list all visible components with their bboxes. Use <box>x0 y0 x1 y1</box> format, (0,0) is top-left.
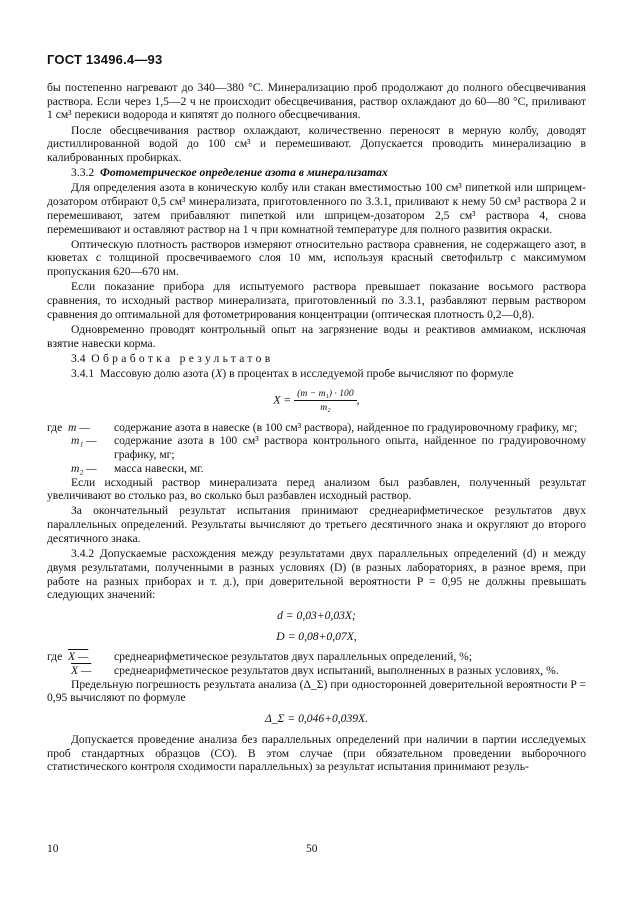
paragraph: Если исходный раствор минерализата перед анализом был разбавлен, полученный результат увеличивают во столько раз, во сколько был разбавлен исходный раствор. <box>47 475 586 503</box>
legend-symbol: X — <box>71 664 92 678</box>
formula-lhs: X = <box>273 393 292 407</box>
legend-symbol: где m — <box>47 420 90 434</box>
legend-symbol: m₂ — <box>71 461 97 475</box>
legend-text: масса навески, мг. <box>114 461 204 475</box>
legend-item <box>47 462 586 476</box>
clause-number: 3.4.1 <box>71 367 95 381</box>
paragraph: Если показание прибора для испытуемого раствора превышает показание восьмого раствора сравнения, то исходный раствор минерализата, приготовленный по 3.3.1, разбавляют первым раствором сравнения до оптимальной для фотометрирования концентрации (оптическая плотность 0,2—0,8). <box>47 280 586 321</box>
document-body <box>47 81 586 775</box>
section-number: 3.4 <box>71 351 86 365</box>
page-number-left: 10 <box>47 843 59 855</box>
paragraph: После обесцвечивания раствор охлаждают, количественно переносят в мерную колбу, доводят дистиллированной водой до 100 см³ и перемешивают. Допускается проводить минерализацию в калиброванных пробирках. <box>47 123 586 165</box>
formula-d: d = 0,03+0,03X; <box>277 608 356 622</box>
legend-item <box>47 421 586 435</box>
formula-mass-fraction <box>47 388 586 414</box>
paragraph-3-4-1 <box>47 367 586 381</box>
fraction-numerator: (m − m₁) · 100 <box>294 388 356 401</box>
formula-end: , <box>356 393 360 407</box>
legend-text: содержание азота в 100 см³ раствора контрольного опыта, найденное по градуировочному графику, мг; <box>114 434 586 462</box>
section-number: 3.3.2 <box>71 166 95 180</box>
paragraph: Оптическую плотность растворов измеряют относительно раствора сравнения, не содержащего азот, в кюветах с толщиной просвечиваемого слоя 10 мм, используя красный светофильтр с максимумом пропускания 620—670 нм. <box>47 237 586 279</box>
legend-item <box>47 650 586 664</box>
fraction-denominator: m₂ <box>320 401 331 413</box>
text-run: Массовую долю азота ( <box>99 367 216 381</box>
section-heading-3-3-2 <box>71 166 586 180</box>
section-title: Обработка результатов <box>91 351 274 365</box>
paragraph: За окончательный результат испытания принимают среднеарифметическое результатов двух параллельных определений. Результаты вычисляют до третьего десятичного знака и округляют до второго десятичного знака. <box>47 504 586 545</box>
legend-text: среднеарифметическое результатов двух испытаний, выполненных в разных условиях, %. <box>114 664 559 678</box>
legend-symbol: m₁ — <box>71 434 97 448</box>
paragraph: Допускается проведение анализа без параллельных определений при наличии в партии исследуемых проб стандартных образцов (СО). В этом случае (при обязательном проведении выборочного статистического контроля сходимости параллельных) за результат испытания принимают резуль- <box>47 732 586 774</box>
legend-text: содержание азота в навеске (в 100 см³ раствора), найденное по градуировочному графику, мг; <box>114 420 578 434</box>
formula-D: D = 0,08+0,07X, <box>276 629 357 643</box>
legend-text: среднеарифметическое результатов двух параллельных определений, %; <box>114 650 473 664</box>
variable: X <box>215 367 223 381</box>
legend-item <box>47 664 586 678</box>
paragraph: Для определения азота в коническую колбу или стакан вместимостью 100 см³ пипеткой или шприцем-дозатором отбирают 0,5 см³ минерализата, приготовленного по 3.3.1, приливают к нему 50 см³ раствора 2 и перемешивают, затем прибавляют пипеткой или шприцем-дозатором 2,5 см³ раствора 4, снова перемешивают и оставляют раствор на 1 ч при комнатной температуре для полного развития окраски. <box>47 181 586 236</box>
page-number-center: 50 <box>306 843 318 855</box>
legend-item <box>47 434 586 461</box>
section-title: Фотометрическое определение азота в минерализатах <box>99 166 388 180</box>
paragraph: Предельную погрешность результата анализа (Δ_Σ) при односторонней доверительной вероятности P = 0,95 вычисляют по формуле <box>47 677 586 705</box>
standard-header: ГОСТ 13496.4—93 <box>47 52 163 67</box>
formula-error-limit: Δ_Σ = 0,046+0,039X. <box>264 712 369 726</box>
section-heading-3-4 <box>71 352 586 366</box>
paragraph-3-4-2: 3.4.2 Допускаемые расхождения между результатами двух параллельных определений (d) и между двумя результатами, полученными в разных условиях (D) (в разных лабораториях, в разное время, при работе на разных приборах и т. д.), при доверительной вероятности P = 0,95 не должны превышать следующих значений: <box>47 547 586 602</box>
legend-symbol: где X — <box>47 650 89 664</box>
paragraph: Одновременно проводят контрольный опыт на загрязнение воды и реактивов аммиаком, исключая взятие навески корма. <box>47 322 586 350</box>
fraction <box>294 388 356 414</box>
text-run: ) в процентах в исследуемой пробе вычисляют по формуле <box>222 367 514 381</box>
paragraph: бы постепенно нагревают до 340—380 °С. Минерализацию проб продолжают до полного обесцвечивания раствора. Если через 1,5—2 ч не происходит обесцвечивания, раствор охлаждают до 60—80 °С, приливают 1 см³ перекиси водорода и кипятят до полного обесцвечивания. <box>47 81 586 122</box>
